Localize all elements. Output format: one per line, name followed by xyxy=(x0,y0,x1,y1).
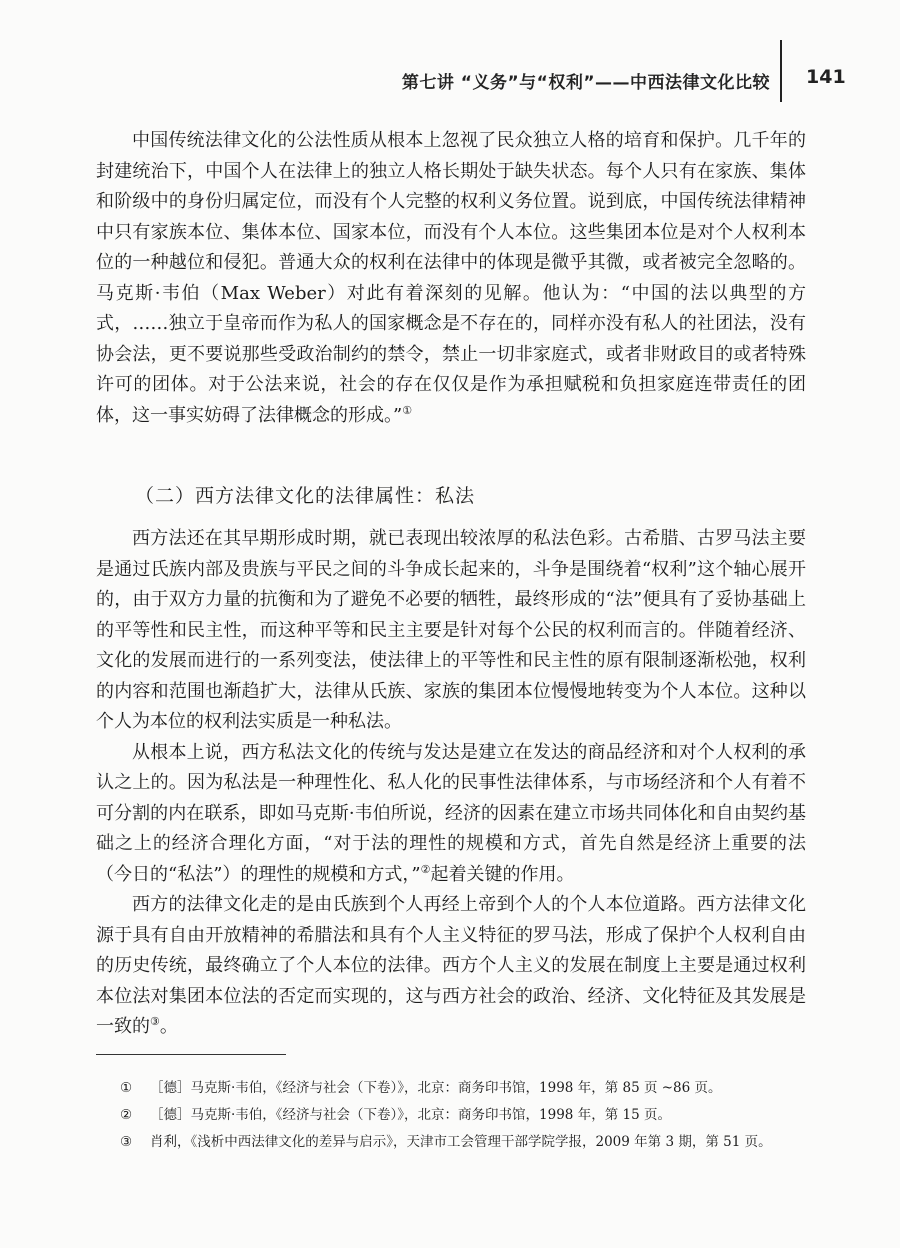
footnote-1-mark: ① xyxy=(120,1080,133,1096)
footnote-ref-1: ① xyxy=(402,403,413,417)
paragraph-3 xyxy=(96,738,806,891)
paragraph-public-law xyxy=(96,126,806,431)
footnotes xyxy=(120,1076,820,1157)
footnote-2-mark: ② xyxy=(120,1107,133,1123)
footnote-3-mark: ③ xyxy=(120,1134,133,1150)
footnote-ref-2: ② xyxy=(420,862,431,876)
footnote-divider xyxy=(96,1054,286,1055)
chapter-title: 第七讲 “义务”与“权利”——中西法律文化比较 xyxy=(401,73,770,93)
footnote-2 xyxy=(120,1103,820,1127)
paragraph-4-text: 西方的法律文化走的是由氏族到个人再经上帝到个人的个人本位道路。西方法律文化源于具有自由开放精神的希腊法和具有个人主义特征的罗马法，形成了保护个人权利自由的历史传统，最终确立了个人本位的法律。西方个人主义的发展在制度上主要是通过权利本位法对集团本位法的否定而实现的，这与西方社会的政治、经济、文化特征及其发展是一致的 xyxy=(96,894,806,1037)
footnote-1 xyxy=(120,1076,820,1100)
footnote-ref-3: ③ xyxy=(150,1015,160,1028)
page-number: 141 xyxy=(806,66,846,88)
paragraph-2: 西方法还在其早期形成时期，就已表现出较浓厚的私法色彩。古希腊、古罗马法主要是通过氏族内部及贵族与平民之间的斗争成长起来的，斗争是围绕着“权利”这个轴心展开的，由于双方力量的抗衡和为了避免不必要的牺牲，最终形成的“法”便具有了妥协基础上的平等性和民主性，而这种平等和民主主要是针对每个公民的权利而言的。伴随着经济、文化的发展而进行的一系列变法，使法律上的平等性和民主性的原有限制逐渐松弛，权利的内容和范围也渐趋扩大，法律从氏族、家族的集团本位慢慢地转变为个人本位。这种以个人为本位的权利法实质是一种私法。 xyxy=(96,528,806,732)
footnote-1-text: ［德］马克斯·韦伯，《经济与社会（下卷）》，北京：商务印书馆，1998 年，第 85 页 ~86 页。 xyxy=(150,1080,722,1096)
footnote-3 xyxy=(120,1130,820,1154)
running-header xyxy=(380,62,800,96)
header-divider xyxy=(780,40,782,102)
footnote-2-text: ［德］马克斯·韦伯，《经济与社会（下卷）》，北京：商务印书馆，1998 年，第 15 页。 xyxy=(150,1107,671,1123)
footnote-3-text: 肖利，《浅析中西法律文化的差异与启示》，天津市工会管理干部学院学报，2009 年第 3 期，第 51 页。 xyxy=(150,1134,772,1150)
paragraph-3-text: 从根本上说，西方私法文化的传统与发达是建立在发达的商品经济和对个人权利的承认之上的。因为私法是一种理性化、私人化的民事性法律体系，与市场经济和个人有着不可分割的内在联系，即如马克斯·韦伯所说，经济的因素在建立市场共同体化和自由契约基础之上的经济合理化方面，“对于法的理性的规模和方式，首先自然是经济上重要的法（今日的“私法”）的理性的规模和方式，” xyxy=(96,741,806,885)
paragraph-1-text: 中国传统法律文化的公法性质从根本上忽视了民众独立人格的培育和保护。几千年的封建统治下，中国个人在法律上的独立人格长期处于缺失状态。每个人只有在家族、集体和阶级中的身份归属定位，而没有个人完整的权利义务位置。说到底，中国传统法律精神中只有家族本位、集体本位、国家本位，而没有个人本位。这些集团本位是对个人权利本位的一种越位和侵犯。普通大众的权利在法律中的体现是微乎其微，或者被完全忽略的。马克斯·韦伯（Max Weber）对此有着深刻的见解。他认为：“中国的法以典型的方式，……独立于皇帝而作为私人的国家概念是不存在的，同样亦没有私人的社团法，没有协会法，更不要说那些受政治制约的禁令，禁止一切非家庭式，或者非财政目的或者特殊许可的团体。对于公法来说，社会的存在仅仅是作为承担赋税和负担家庭连带责任的团体，这一事实妨碍了法律概念的形成。” xyxy=(96,130,806,426)
paragraph-4 xyxy=(96,890,806,1043)
paragraph-4-end: 。 xyxy=(159,1016,178,1037)
paragraph-3-tail: 起着关键的作用。 xyxy=(430,863,575,885)
western-law-section xyxy=(96,524,806,1043)
section-heading: （二）西方法律文化的法律属性：私法 xyxy=(135,485,476,507)
